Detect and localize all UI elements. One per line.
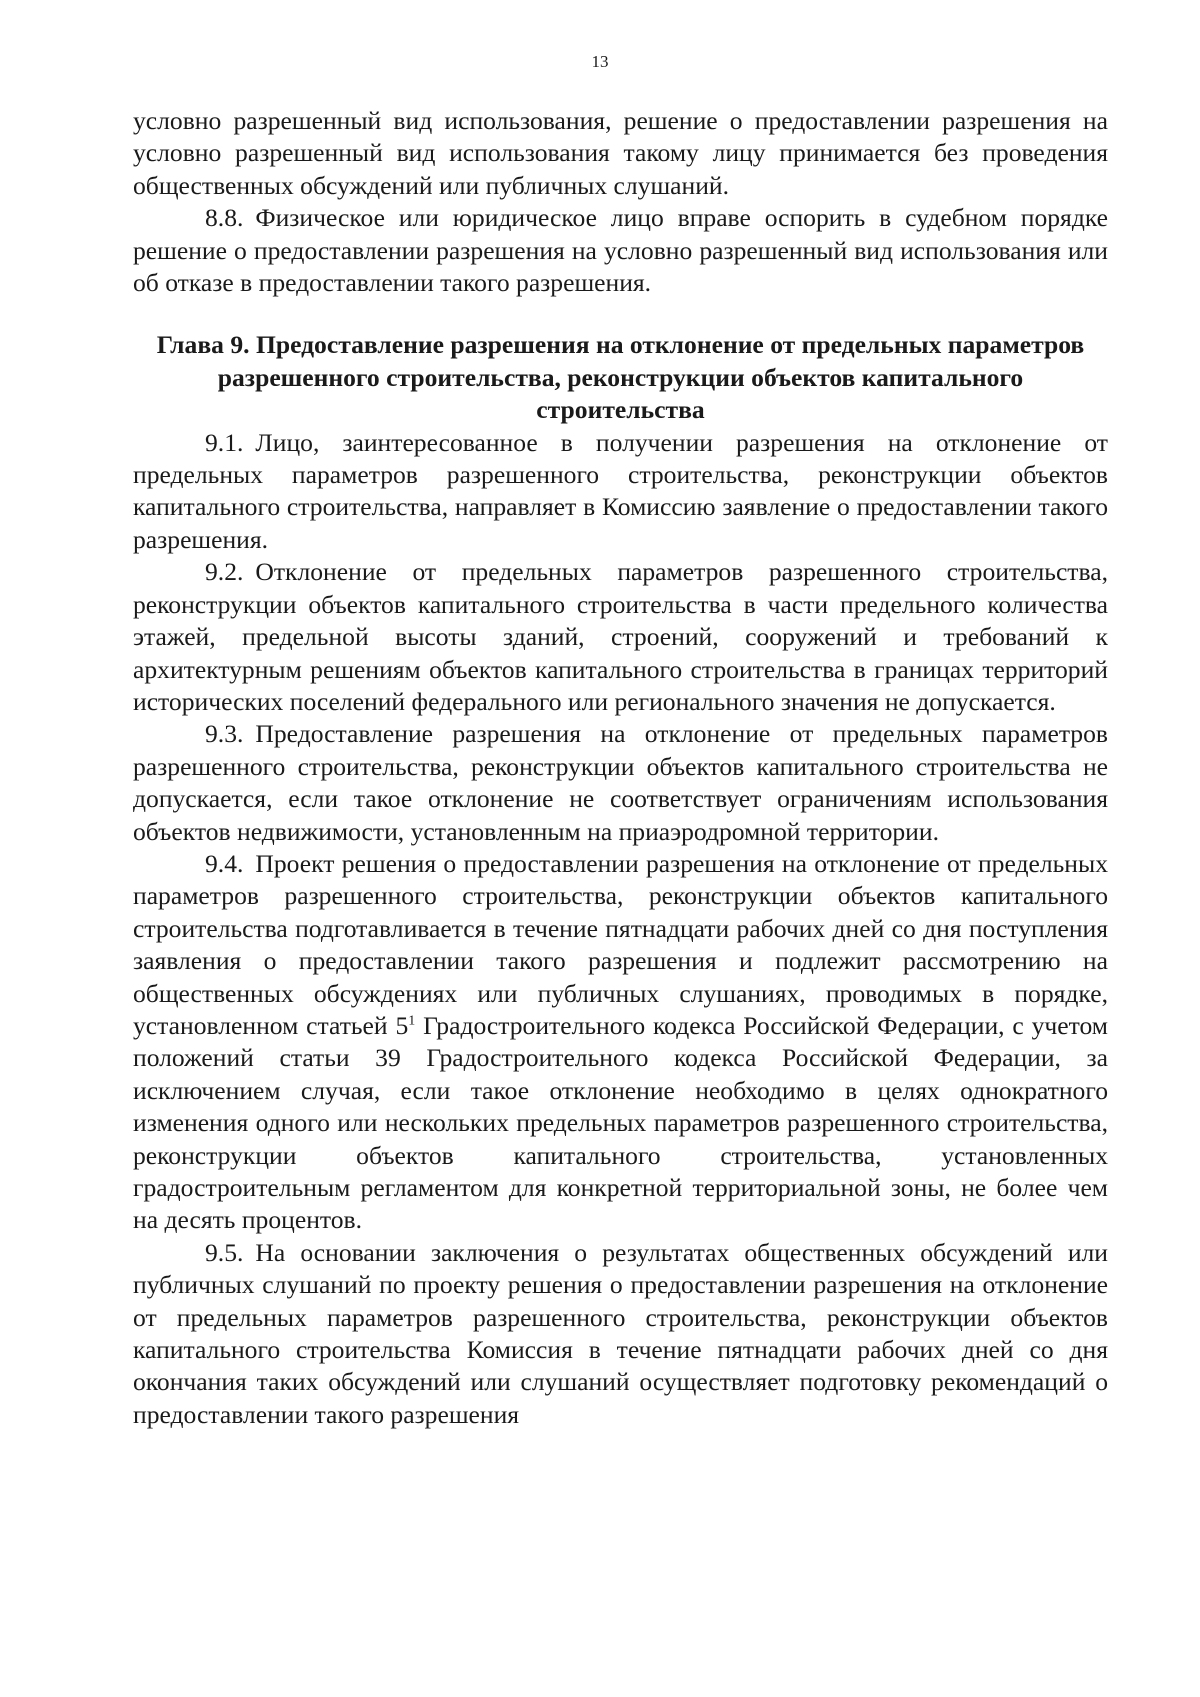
paragraph-number: 9.1. bbox=[205, 427, 244, 457]
page-number: 13 bbox=[591, 52, 609, 71]
paragraph-8-7-continuation: условно разрешенный вид использования, решение о предоставлении разрешения на условно разрешенный вид использования такому лицу принимается без проведения общественных обсуждений или публичных слушаний. bbox=[133, 106, 1108, 200]
paragraph-text: Отклонение от предельных параметров разрешенного строительства, реконструкции объектов капитального строительства в части предельного количества этажей, предельной высоты зданий, строений, сооружений и требований к архитектурным решениям объектов капитального строительства в границах территорий исторических поселений федерального или регионального значения не допускается. bbox=[133, 557, 1108, 716]
paragraph-number: 9.3. bbox=[205, 719, 244, 749]
paragraph-9-5 bbox=[133, 1237, 1108, 1431]
paragraph-text: Проект решения о предоставлении разрешения на отклонение от предельных параметров разрешенного строительства, реконструкции объектов капитального строительства подготавливается в течение пятнадцати рабочих дней со дня поступления заявления о предоставлении такого разрешения и подлежит рассмотрению на общественных обсуждениях или публичных слушаниях, проводимых в порядке, установленном статьей 5 bbox=[133, 848, 1108, 1040]
paragraph-text-continued: Градостроительного кодекса Российской Федерации, с учетом положений статьи 39 Градостроительного кодекса Российской Федерации, за исключением случая, если такое отклонение необходимо в целях однократного изменения одного или нескольких предельных параметров разрешенного строительства, реконструкции объектов капитального строительства, установленных градостроительным регламентом для конкретной территориальной зоны, не более чем на десять процентов. bbox=[133, 1010, 1108, 1235]
document-body bbox=[133, 105, 1108, 1431]
paragraph-8-8 bbox=[133, 202, 1108, 299]
paragraph-9-2 bbox=[133, 556, 1108, 718]
paragraph-9-4 bbox=[133, 848, 1108, 1237]
paragraph-number: 9.2. bbox=[205, 557, 244, 587]
paragraph-9-3 bbox=[133, 718, 1108, 848]
chapter-9-title: Глава 9. Предоставление разрешения на отклонение от предельных параметров разрешенного строительства, реконструкции объектов капитального строительства bbox=[156, 330, 1085, 425]
paragraph-number: 8.8. bbox=[205, 203, 244, 233]
paragraph-text: Лицо, заинтересованное в получении разрешения на отклонение от предельных параметров разрешенного строительства, реконструкции объектов капитального строительства, направляет в Комиссию заявление о предоставлении такого разрешения. bbox=[133, 427, 1108, 554]
paragraph-text: Предоставление разрешения на отклонение от предельных параметров разрешенного строительства, реконструкции объектов капитального строительства не допускается, если такое отклонение не соответствует ограничениям использования объектов недвижимости, установленным на приаэродромной территории. bbox=[133, 719, 1108, 846]
paragraph-text: На основании заключения о результатах общественных обсуждений или публичных слушаний по проекту решения о предоставлении разрешения на отклонение от предельных параметров разрешенного строительства, реконструкции объектов капитального строительства Комиссия в течение пятнадцати рабочих дней со дня окончания таких обсуждений или слушаний осуществляет подготовку рекомендаций о предоставлении такого разрешения bbox=[133, 1237, 1108, 1429]
paragraph-number: 9.4. bbox=[205, 848, 244, 878]
superscript: 1 bbox=[408, 1013, 416, 1029]
paragraph-text: Физическое или юридическое лицо вправе оспорить в судебном порядке решение о предоставлении разрешения на условно разрешенный вид использования или об отказе в предоставлении такого разрешения. bbox=[133, 203, 1108, 298]
paragraph-9-1 bbox=[133, 427, 1108, 557]
paragraph-number: 9.5. bbox=[205, 1237, 244, 1267]
